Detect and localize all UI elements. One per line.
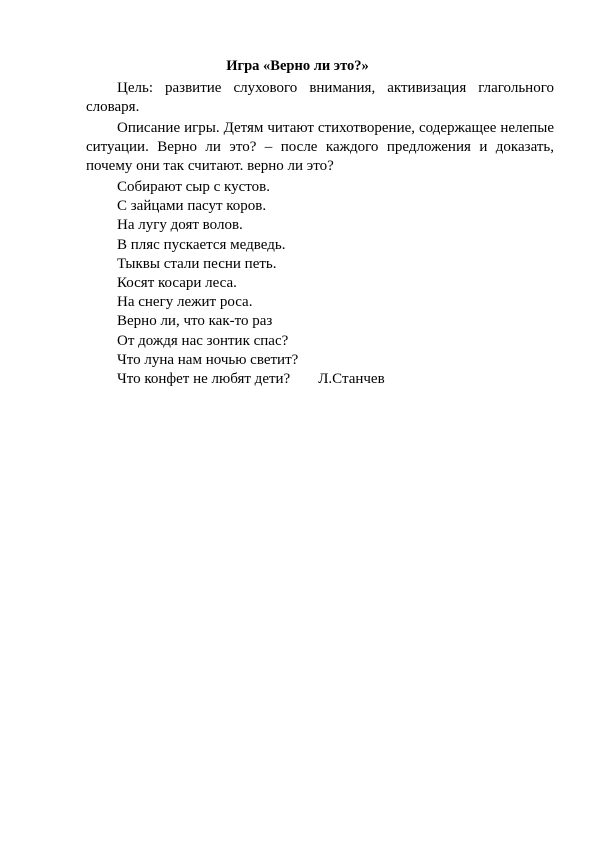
poem-line: Тыквы стали песни петь. [117,255,277,272]
description-paragraph: Описание игры. Детям читают стихотворение, содержащее нелепые ситуации. Верно ли это? – после каждого предложения и доказать, почему они так считают. верно ли это? [86,120,554,174]
poem-last-line [117,370,385,389]
poem-line: От дождя нас зонтик спас? [117,332,289,349]
poem [117,178,385,389]
poem-line: Верно ли, что как-то раз [117,313,273,330]
poem-line: С зайцами пасут коров. [117,198,267,215]
poem-line: Что конфет не любят дети? [117,370,291,387]
poem-author: Л.Станчев [318,370,385,387]
poem-line: Что луна нам ночью светит? [117,351,299,368]
poem-line: На снегу лежит роса. [117,294,253,311]
poem-line: На лугу доят волов. [117,217,243,234]
goal-paragraph: Цель: развитие слухового внимания, активизация глагольного словаря. [86,80,554,115]
poem-line: Собирают сыр с кустов. [117,179,270,195]
poem-line: Косят косари леса. [117,274,237,291]
poem-line: В пляс пускается медведь. [117,236,286,253]
page-title: Игра «Верно ли это?» [226,58,369,74]
